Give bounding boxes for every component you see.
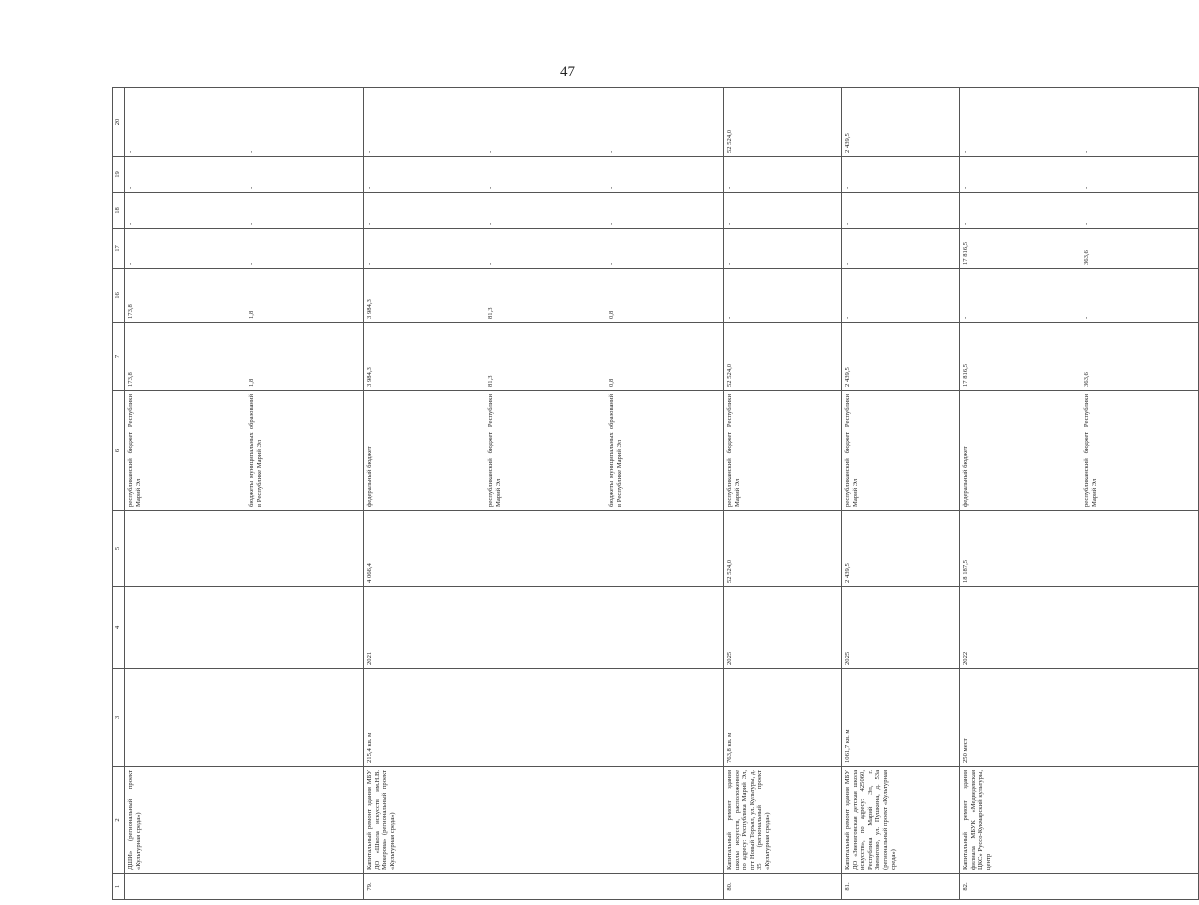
funding-value: 2 439,5	[844, 133, 851, 153]
funding-value: 3 984,3	[366, 299, 373, 319]
capacity	[125, 669, 364, 767]
column-header-18: 18	[113, 193, 125, 229]
funding-value: 363,6	[1083, 372, 1090, 387]
year: 2022	[960, 587, 1199, 669]
estimated-cost: 52 524,0	[724, 511, 842, 587]
funding-value: 173,8	[127, 304, 134, 319]
cell-c20	[960, 88, 1199, 157]
cell-c7	[724, 323, 842, 391]
table-row	[125, 88, 364, 900]
funding-value: 363,6	[1083, 250, 1090, 265]
cell-c18	[960, 193, 1199, 229]
cell-c19	[364, 157, 724, 193]
funding-value: -	[1083, 316, 1090, 319]
capacity: 763,8 кв. м	[724, 669, 842, 767]
funding-value: 17 816,5	[962, 363, 969, 387]
row-number	[125, 874, 364, 900]
cell-c17	[960, 229, 1199, 269]
funding-source: республиканский бюджет Республики Марий Эл	[844, 394, 859, 507]
funding-value: -	[844, 186, 851, 189]
cell-c16	[125, 269, 364, 323]
program-table	[112, 87, 1199, 900]
funding-value: -	[248, 222, 255, 225]
funding-source: республиканский бюджет Республики Марий Эл	[487, 394, 502, 507]
cell-c7	[125, 323, 364, 391]
cell-c17	[842, 229, 960, 269]
table-row	[724, 88, 842, 900]
funding-value: -	[127, 150, 134, 153]
estimated-cost: 18 187,5	[960, 511, 1199, 587]
funding-source: федеральный бюджет	[366, 446, 373, 507]
year: 2025	[842, 587, 960, 669]
funding-value: -	[962, 222, 969, 225]
cell-c16	[842, 269, 960, 323]
funding-value: 0,8	[608, 310, 615, 319]
object-name: Капитальный ремонт здания филиала МБУК «Медведевская ЦКС» Руссо-Кукмарский культуры, центр	[960, 767, 1199, 874]
column-header-3: 3	[113, 669, 125, 767]
cell-c18	[842, 193, 960, 229]
funding-value: -	[608, 262, 615, 265]
cell-c20	[125, 88, 364, 157]
funding-value: -	[844, 262, 851, 265]
column-header-17: 17	[113, 229, 125, 269]
funding-source: бюджеты муниципальных образований в Республике Марий Эл	[248, 394, 263, 507]
cell-c16	[724, 269, 842, 323]
cell-c17	[125, 229, 364, 269]
column-header-16: 16	[113, 269, 125, 323]
funding-value: 1,8	[248, 310, 255, 319]
column-header-20: 20	[113, 88, 125, 157]
cell-c19	[960, 157, 1199, 193]
funding-value: -	[726, 222, 733, 225]
capacity: 250 мест	[960, 669, 1199, 767]
funding-value: 52 524,0	[726, 363, 733, 387]
page-number: 47	[560, 64, 575, 80]
funding-value: -	[366, 186, 373, 189]
cell-source	[842, 391, 960, 511]
estimated-cost	[125, 511, 364, 587]
funding-value: -	[726, 262, 733, 265]
cell-source	[364, 391, 724, 511]
funding-value: -	[962, 186, 969, 189]
funding-value: -	[1083, 150, 1090, 153]
funding-value: -	[487, 262, 494, 265]
funding-value: -	[127, 222, 134, 225]
column-header-1: 1	[113, 874, 125, 900]
year: 2021	[364, 587, 724, 669]
funding-value: -	[248, 186, 255, 189]
funding-value: -	[487, 150, 494, 153]
cell-c7	[960, 323, 1199, 391]
row-number: 82.	[960, 874, 1199, 900]
funding-value: -	[248, 150, 255, 153]
funding-value: 52 524,0	[726, 129, 733, 153]
column-header-6: 6	[113, 391, 125, 511]
funding-value: -	[248, 262, 255, 265]
funding-value: -	[726, 316, 733, 319]
table-row	[364, 88, 724, 900]
cell-c20	[364, 88, 724, 157]
funding-value: -	[487, 186, 494, 189]
capacity: 215,4 кв. м	[364, 669, 724, 767]
cell-c7	[364, 323, 724, 391]
funding-source: республиканский бюджет Республики Марий Эл	[127, 394, 142, 507]
table-header-row	[113, 88, 125, 900]
funding-value: -	[1083, 222, 1090, 225]
cell-c19	[842, 157, 960, 193]
funding-value: 2 439,5	[844, 367, 851, 387]
funding-value: -	[1083, 186, 1090, 189]
funding-value: 3 984,3	[366, 367, 373, 387]
funding-value: 81,3	[487, 375, 494, 387]
object-name: Капитальный ремонт здания МБУ ДО «Звениговская детская школа искусств», по адресу: 425060, Республика Марий Эл, г. Звенигово, ул. Пушкина, д. 53а (региональный проект «Культурная среда»)	[842, 767, 960, 874]
cell-c7	[842, 323, 960, 391]
funding-value: -	[608, 186, 615, 189]
funding-value: -	[366, 262, 373, 265]
year	[125, 587, 364, 669]
funding-source: федеральный бюджет	[962, 446, 969, 507]
table-body	[125, 88, 1199, 900]
cell-c17	[364, 229, 724, 269]
cell-c16	[364, 269, 724, 323]
funding-value: -	[366, 222, 373, 225]
cell-c16	[960, 269, 1199, 323]
funding-source: республиканский бюджет Республики Марий Эл	[1083, 394, 1098, 507]
cell-source	[724, 391, 842, 511]
cell-c18	[125, 193, 364, 229]
capacity: 1061,7 кв. м	[842, 669, 960, 767]
funding-value: -	[962, 316, 969, 319]
estimated-cost: 2 439,5	[842, 511, 960, 587]
funding-value: 81,3	[487, 307, 494, 319]
funding-value: -	[844, 222, 851, 225]
cell-c19	[125, 157, 364, 193]
column-header-7: 7	[113, 323, 125, 391]
column-header-4: 4	[113, 587, 125, 669]
column-header-19: 19	[113, 157, 125, 193]
row-number: 79.	[364, 874, 724, 900]
funding-source: бюджеты муниципальных образований в Республике Марий Эл	[608, 394, 623, 507]
column-header-2: 2	[113, 767, 125, 874]
funding-value: -	[608, 150, 615, 153]
cell-c17	[724, 229, 842, 269]
funding-source: республиканский бюджет Республики Марий Эл	[726, 394, 741, 507]
year: 2025	[724, 587, 842, 669]
cell-source	[960, 391, 1199, 511]
row-number: 81.	[842, 874, 960, 900]
funding-value: -	[608, 222, 615, 225]
table-row	[842, 88, 960, 900]
cell-c18	[724, 193, 842, 229]
object-name: ДШИ» (региональный проект «Культурная среда»)	[125, 767, 364, 874]
object-name: Капитальный ремонт здания школы искусств, расположенное по адресу: Республика Марий Эл, пгт Новый Торъял, ул. Культуры, д. 35 (региональный проект «Культурная среда»)	[724, 767, 842, 874]
funding-value: 173,8	[127, 372, 134, 387]
cell-c20	[724, 88, 842, 157]
funding-value: -	[726, 186, 733, 189]
cell-c19	[724, 157, 842, 193]
funding-value: -	[127, 262, 134, 265]
funding-value: -	[366, 150, 373, 153]
funding-value: -	[962, 150, 969, 153]
estimated-cost: 4 066,4	[364, 511, 724, 587]
funding-value: 0,8	[608, 378, 615, 387]
cell-c20	[842, 88, 960, 157]
cell-source	[125, 391, 364, 511]
column-header-5: 5	[113, 511, 125, 587]
funding-value: -	[127, 186, 134, 189]
funding-value: -	[487, 222, 494, 225]
table-row	[960, 88, 1199, 900]
object-name: Капитальный ремонт здания МБУ ДО «Школа искусств им.Н.В. Микерова» (региональный проект «Культурная среда»)	[364, 767, 724, 874]
funding-value: 17 816,5	[962, 241, 969, 265]
cell-c18	[364, 193, 724, 229]
row-number: 80.	[724, 874, 842, 900]
funding-value: 1,8	[248, 378, 255, 387]
funding-value: -	[844, 316, 851, 319]
